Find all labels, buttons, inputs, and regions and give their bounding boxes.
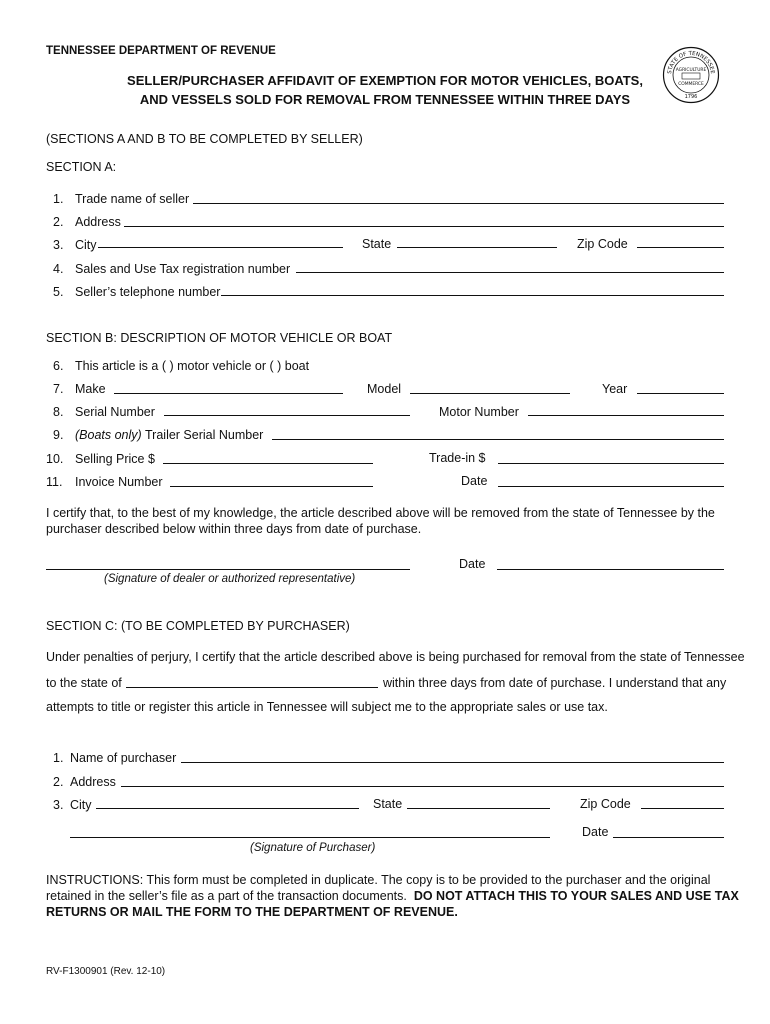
address-field[interactable] (124, 226, 724, 227)
svg-text:COMMERCE: COMMERCE (678, 82, 704, 87)
dealer-signature-field[interactable] (46, 569, 410, 570)
state-label: State (362, 237, 392, 251)
year-label: Year (602, 382, 628, 396)
city-field[interactable] (98, 247, 343, 248)
svg-text:1796: 1796 (684, 94, 698, 100)
purchaser-signature-field[interactable] (70, 837, 550, 838)
purchaser-state-field[interactable] (407, 808, 550, 809)
article-type-choice[interactable]: This article is a ( ) motor vehicle or ( ) boat (75, 359, 310, 373)
invoice-number-label: Invoice Number (75, 475, 163, 489)
item-number: 1. (53, 751, 64, 765)
purchaser-zip-field[interactable] (641, 808, 724, 809)
tennessee-state-seal (662, 46, 720, 104)
purchaser-name-field[interactable] (181, 762, 724, 763)
section-b-heading: SECTION B: DESCRIPTION OF MOTOR VEHICLE OR BOAT (46, 331, 393, 345)
boats-only-note: (Boats only) (75, 428, 142, 442)
tax-registration-label: Sales and Use Tax registration number (75, 262, 291, 276)
seller-certify-line2: purchaser described below within three days from date of purchase. (46, 522, 422, 536)
item-number: 2. (53, 775, 64, 789)
purchaser-address-field[interactable] (121, 786, 724, 787)
item-number: 11. (46, 475, 63, 489)
address-label: Address (75, 215, 121, 229)
perjury-line3: attempts to title or register this article in Tennessee will subject me to the appropriate sales or use tax. (46, 700, 608, 714)
perjury-line1: Under penalties of perjury, I certify that the article described above is being purchased for removal from the state of Tennessee (46, 650, 745, 664)
year-field[interactable] (637, 393, 724, 394)
purchaser-address-label: Address (70, 775, 116, 789)
instructions-line3: RETURNS OR MAIL THE FORM TO THE DEPARTMENT OF REVENUE. (46, 905, 458, 919)
model-field[interactable] (410, 393, 570, 394)
item-number: 3. (53, 238, 64, 252)
section-a-heading: SECTION A: (46, 160, 117, 174)
tax-registration-field[interactable] (296, 272, 724, 273)
invoice-number-field[interactable] (170, 486, 373, 487)
item-number: 6. (53, 359, 64, 373)
seller-certify-line1: I certify that, to the best of my knowledge, the article described above will be removed from the state of Tennessee by the (46, 506, 715, 520)
serial-number-field[interactable] (164, 415, 410, 416)
trailer-serial-label: Trailer Serial Number (145, 428, 264, 442)
motor-number-label: Motor Number (439, 405, 519, 419)
purchaser-name-label: Name of purchaser (70, 751, 177, 765)
trade-in-label: Trade-in $ (429, 451, 486, 465)
purchaser-signature-caption: (Signature of Purchaser) (250, 842, 376, 854)
seller-date-field[interactable] (497, 569, 724, 570)
purchaser-city-field[interactable] (96, 808, 359, 809)
item-number: 10. (46, 452, 64, 466)
form-id: RV-F1300901 (Rev. 12-10) (46, 966, 166, 977)
city-label: City (75, 238, 97, 252)
to-state-label: to the state of (46, 676, 122, 690)
purchaser-zip-label: Zip Code (580, 797, 631, 811)
item-number: 3. (53, 798, 64, 812)
form-title-line1: SELLER/PURCHASER AFFIDAVIT OF EXEMPTION FOR MOTOR VEHICLES, BOATS, (127, 73, 643, 88)
seller-date-label: Date (459, 557, 486, 571)
trade-in-field[interactable] (498, 463, 724, 464)
instructions-line1: INSTRUCTIONS: This form must be completed in duplicate. The copy is to be provided to the purchaser and the original (46, 873, 711, 887)
make-field[interactable] (114, 393, 343, 394)
purchaser-city-label: City (70, 798, 92, 812)
zip-label: Zip Code (577, 237, 628, 251)
sections-ab-note: (SECTIONS A AND B TO BE COMPLETED BY SELLER) (46, 132, 363, 146)
model-label: Model (367, 382, 402, 396)
trade-name-label: Trade name of seller (75, 192, 190, 206)
purchaser-state-label: State (373, 797, 403, 811)
item-number: 4. (53, 262, 64, 276)
make-label: Make (75, 382, 106, 396)
purchaser-date-field[interactable] (613, 837, 724, 838)
item-number: 8. (53, 405, 64, 419)
form-title-line2: AND VESSELS SOLD FOR REMOVAL FROM TENNESSEE WITHIN THREE DAYS (139, 92, 631, 107)
invoice-date-label: Date (461, 474, 488, 488)
trade-name-field[interactable] (193, 203, 724, 204)
motor-number-field[interactable] (528, 415, 724, 416)
item-number: 5. (53, 285, 64, 299)
seller-phone-field[interactable] (221, 295, 724, 296)
trailer-serial-field[interactable] (272, 439, 724, 440)
department-name: TENNESSEE DEPARTMENT OF REVENUE (46, 45, 276, 57)
selling-price-field[interactable] (163, 463, 373, 464)
selling-price-label: Selling Price $ (75, 452, 155, 466)
svg-text:AGRICULTURE: AGRICULTURE (675, 68, 707, 73)
zip-field[interactable] (637, 247, 724, 248)
purchaser-date-label: Date (582, 825, 609, 839)
section-c-heading: SECTION C: (TO BE COMPLETED BY PURCHASER) (46, 619, 350, 633)
item-number: 1. (53, 192, 64, 206)
item-number: 7. (53, 382, 64, 396)
destination-state-field[interactable] (126, 687, 378, 688)
within-three-days-text: within three days from date of purchase. I understand that any (383, 676, 727, 690)
invoice-date-field[interactable] (498, 486, 724, 487)
instructions-line2: retained in the seller’s file as a part of the transaction documents. DO NOT ATTACH THIS TO YOUR SALES AND USE TAX (46, 889, 739, 903)
serial-number-label: Serial Number (75, 405, 155, 419)
dealer-signature-caption: (Signature of dealer or authorized representative) (104, 573, 356, 585)
state-field[interactable] (397, 247, 557, 248)
svg-text:STATE OF TENNESSEE: STATE OF TENNESSEE (666, 50, 716, 75)
item-number: 9. (53, 428, 64, 442)
seller-phone-label: Seller’s telephone number (75, 285, 221, 299)
item-number: 2. (53, 215, 64, 229)
